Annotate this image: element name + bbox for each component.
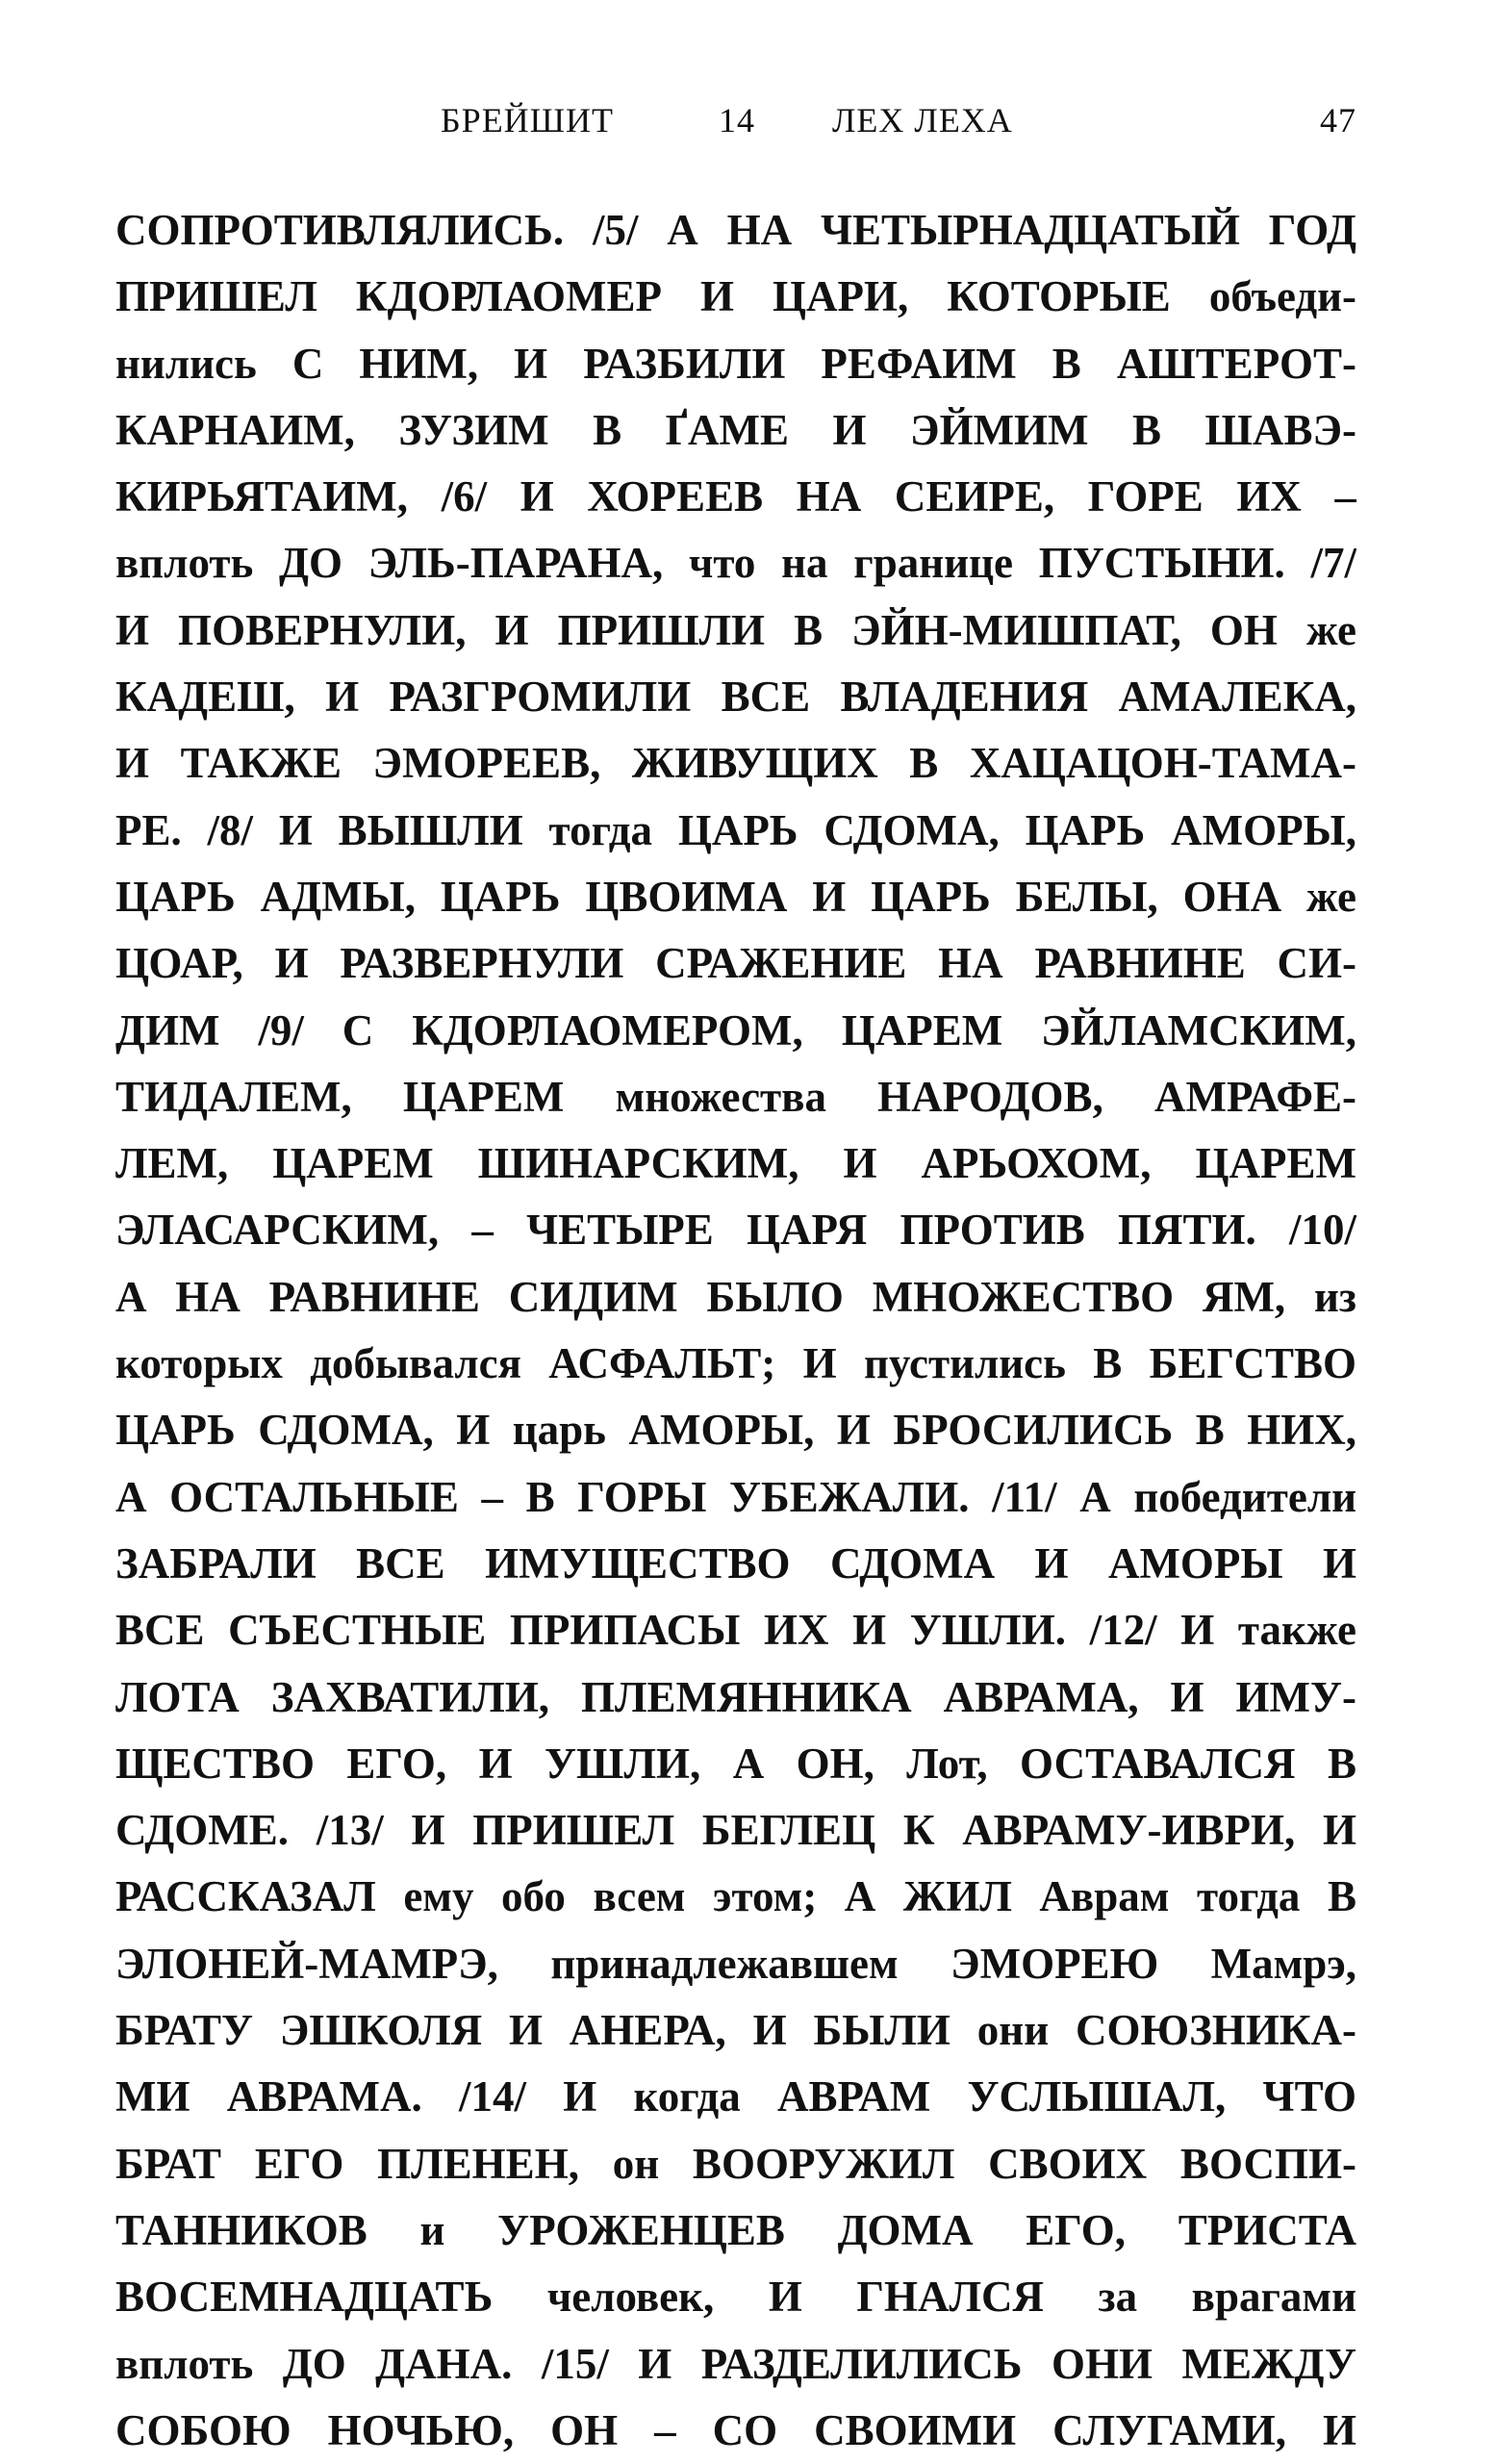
body-text bbox=[115, 197, 1356, 2464]
text-line: ВОСЕМНАДЦАТЬ человек, И ГНАЛСЯ за врагами bbox=[115, 2273, 1356, 2322]
text-line: А НА РАВНИНЕ СИДИМ БЫЛО МНОЖЕСТВО ЯМ, из bbox=[115, 1272, 1356, 1321]
text-line: РАССКАЗАЛ ему обо всем этом; А ЖИЛ Аврам тогда В bbox=[115, 1872, 1356, 1921]
text-line: нились С НИМ, И РАЗБИЛИ РЕФАИМ В АШТЕРОТ- bbox=[115, 339, 1356, 388]
text-line: И ПОВЕРНУЛИ, И ПРИШЛИ В ЭЙН-МИШПАТ, ОН же bbox=[115, 605, 1356, 654]
text-line: ТАННИКОВ и УРОЖЕНЦЕВ ДОМА ЕГО, ТРИСТА bbox=[115, 2205, 1356, 2254]
running-head-portion: ЛЕХ ЛЕХА bbox=[832, 101, 1013, 140]
text-line: МИ АВРАМА. /14/ И когда АВРАМ УСЛЫШАЛ, ЧТО bbox=[115, 2072, 1356, 2121]
text-line: КАДЕШ, И РАЗГРОМИЛИ ВСЕ ВЛАДЕНИЯ АМАЛЕКА, bbox=[115, 673, 1356, 722]
text-line: А ОСТАЛЬНЫЕ – В ГОРЫ УБЕЖАЛИ. /11/ А победители bbox=[115, 1472, 1356, 1521]
text-line: БРАТУ ЭШКОЛЯ И АНЕРА, И БЫЛИ они СОЮЗНИКА- bbox=[115, 2006, 1356, 2055]
text-line: ЦАРЬ СДОМА, И царь АМОРЫ, И БРОСИЛИСЬ В НИХ, bbox=[115, 1406, 1356, 1455]
text-line: БРАТ ЕГО ПЛЕНЕН, он ВООРУЖИЛ СВОИХ ВОСПИ- bbox=[115, 2139, 1356, 2188]
text-line: КИРЬЯТАИМ, /6/ И ХОРЕЕВ НА СЕИРЕ, ГОРЕ ИХ – bbox=[115, 472, 1356, 521]
text-line: СДОМЕ. /13/ И ПРИШЕЛ БЕГЛЕЦ К АВРАМУ-ИВРИ, И bbox=[115, 1806, 1356, 1855]
text-line: РЕ. /8/ И ВЫШЛИ тогда ЦАРЬ СДОМА, ЦАРЬ АМОРЫ, bbox=[115, 805, 1356, 854]
text-line: которых добывался АСФАЛЬТ; И пустились В БЕГСТВО bbox=[115, 1339, 1356, 1388]
text-line: СОБОЮ НОЧЬЮ, ОН – СО СВОИМИ СЛУГАМИ, И bbox=[115, 2405, 1356, 2454]
text-line: ДИМ /9/ С КДОРЛАОМЕРОМ, ЦАРЕМ ЭЙЛАМСКИМ, bbox=[115, 1005, 1356, 1054]
text-line: вплоть ДО ДАНА. /15/ И РАЗДЕЛИЛИСЬ ОНИ МЕЖДУ bbox=[115, 2339, 1356, 2388]
running-head-chapter: 14 bbox=[719, 101, 755, 140]
text-line: ЦАРЬ АДМЫ, ЦАРЬ ЦВОИМА И ЦАРЬ БЕЛЫ, ОНА же bbox=[115, 872, 1356, 921]
text-line: ЗАБРАЛИ ВСЕ ИМУЩЕСТВО СДОМА И АМОРЫ И bbox=[115, 1538, 1356, 1588]
text-line: ЭЛАСАРСКИМ, – ЧЕТЫРЕ ЦАРЯ ПРОТИВ ПЯТИ. /10/ bbox=[115, 1206, 1356, 1255]
text-line: КАРНАИМ, ЗУЗИМ В ҐАМЕ И ЭЙМИМ В ШАВЭ- bbox=[115, 405, 1356, 454]
text-line: ЭЛОНЕЙ-МАМРЭ, принадлежавшем ЭМОРЕЮ Мамрэ, bbox=[115, 1939, 1356, 1988]
text-line: ЛОТА ЗАХВАТИЛИ, ПЛЕМЯННИКА АВРАМА, И ИМУ- bbox=[115, 1672, 1356, 1721]
page-number: 47 bbox=[1320, 101, 1356, 140]
running-head bbox=[115, 100, 1356, 148]
text-line: ЦОАР, И РАЗВЕРНУЛИ СРАЖЕНИЕ НА РАВНИНЕ СИ- bbox=[115, 939, 1356, 988]
text-line: ВСЕ СЪЕСТНЫЕ ПРИПАСЫ ИХ И УШЛИ. /12/ И также bbox=[115, 1606, 1356, 1655]
text-line: ПРИШЕЛ КДОРЛАОМЕР И ЦАРИ, КОТОРЫЕ объеди- bbox=[115, 272, 1356, 321]
text-line: СОПРОТИВЛЯЛИСЬ. /5/ А НА ЧЕТЫРНАДЦАТЫЙ ГОД bbox=[115, 206, 1356, 254]
text-line: И ТАКЖЕ ЭМОРЕЕВ, ЖИВУЩИХ В ХАЦАЦОН-ТАМА- bbox=[115, 739, 1356, 788]
running-head-book: БРЕЙШИТ bbox=[441, 101, 614, 140]
text-line: ТИДАЛЕМ, ЦАРЕМ множества НАРОДОВ, АМРАФЕ- bbox=[115, 1072, 1356, 1121]
text-line: ЛЕМ, ЦАРЕМ ШИНАРСКИМ, И АРЬОХОМ, ЦАРЕМ bbox=[115, 1139, 1356, 1188]
text-line: ЩЕСТВО ЕГО, И УШЛИ, А ОН, Лот, ОСТАВАЛСЯ В bbox=[115, 1739, 1356, 1788]
text-line: вплоть ДО ЭЛЬ-ПАРАНА, что на границе ПУСТЫНИ. /7/ bbox=[115, 539, 1356, 588]
